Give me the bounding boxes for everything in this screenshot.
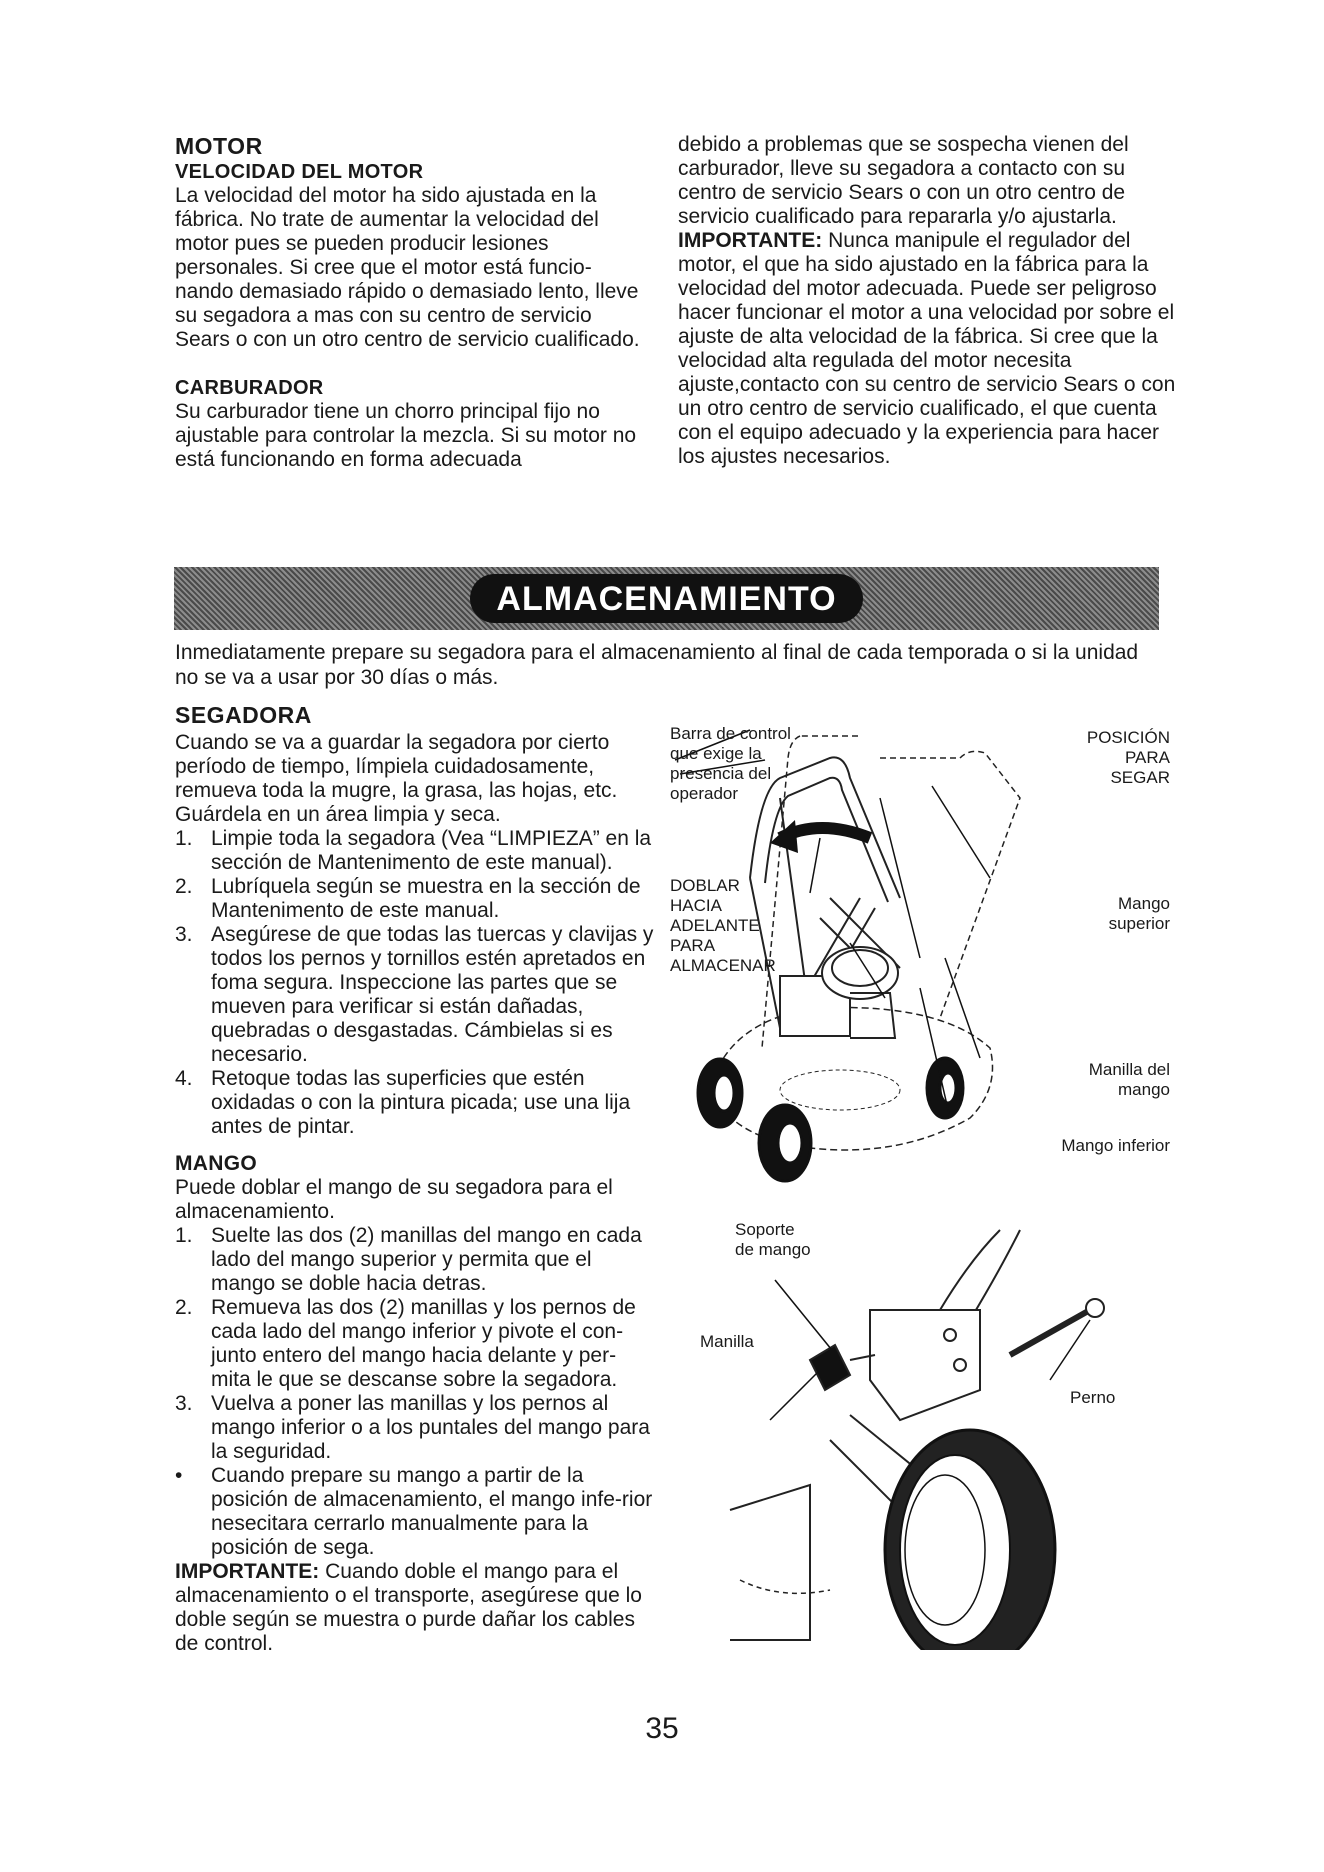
paragraph-mango-important — [175, 1560, 655, 1656]
step-number: 3. — [175, 1392, 193, 1415]
step-number: 1. — [175, 1224, 193, 1247]
figure-handle-bracket-detail — [700, 1220, 1150, 1650]
label-line: Soporte — [735, 1220, 795, 1239]
mango-section — [175, 1152, 655, 1656]
storage-banner-title: ALMACENAMIENTO — [470, 574, 862, 623]
paragraph-engine-speed: La velocidad del motor ha sido ajustada en la fábrica. No trate de aumentar la velocidad del motor pues se pueden producir lesiones personales. Si cree que el motor está funcio-nando demasiado rápido o demasiado lento, lleve su segadora a mas con su centro de servicio Sears o con un otro centro de servicio cualificado. — [175, 184, 640, 351]
label-line: POSICIÓN — [1086, 728, 1170, 747]
list-item — [175, 923, 655, 1067]
step-text: Remueva las dos (2) manillas y los pernos de cada lado del mango inferior y pivote el con-junto entero del mango hacia delante y per-mita le que se descanse sobre la segadora. — [211, 1296, 636, 1391]
motor-left-column — [175, 133, 645, 472]
step-number: 2. — [175, 875, 193, 898]
paragraph-important-governor — [678, 229, 1178, 469]
wheel-front-left — [698, 1059, 742, 1127]
label-line: PARA — [670, 936, 716, 955]
label-line: mango — [1118, 1080, 1170, 1099]
paragraph-mango: Puede doblar el mango de su segadora para el almacenamiento. — [175, 1176, 613, 1223]
label-line: HACIA — [670, 896, 722, 915]
list-item — [175, 1296, 655, 1392]
step-number: 1. — [175, 827, 193, 850]
label-line: DOBLAR — [670, 876, 740, 895]
step-text: Lubríquela según se muestra en la sección de Mantenimento de este manual. — [211, 875, 641, 922]
heading-engine-speed: VELOCIDAD DEL MOTOR — [175, 161, 424, 183]
storage-banner — [174, 567, 1159, 630]
label-bolt: Perno — [1070, 1388, 1116, 1407]
mango-steps-list — [175, 1224, 655, 1560]
list-item — [175, 1067, 655, 1139]
step-text: Suelte las dos (2) manillas del mango en cada lado del mango superior y permita que el mango se doble hacia detras. — [211, 1224, 642, 1295]
step-number: 2. — [175, 1296, 193, 1319]
step-text: Vuelva a poner las manillas y los pernos al mango inferior o a los puntales del mango para la seguridad. — [211, 1392, 650, 1463]
label-fold-forward — [670, 876, 776, 976]
list-item — [175, 827, 655, 875]
step-text: Limpie toda la segadora (Vea “LIMPIEZA” en la sección de Mantenimento de este manual). — [211, 827, 652, 874]
label-line: que exige la — [670, 744, 762, 763]
heading-mango: MANGO — [175, 1152, 257, 1175]
label-line: PARA — [1124, 748, 1170, 767]
step-text: Asegúrese de que todas las tuercas y clavijas y todos los pernos y tornillos estén apretados en foma segura. Inspeccione las partes que se mueven para verificar si están dañadas, quebradas o desgastadas. Cámbielas si es necesario. — [211, 923, 654, 1066]
step-bullet: • — [175, 1464, 183, 1487]
list-item — [175, 1224, 655, 1296]
paragraph-carburetor-continued: debido a problemas que se sospecha vienen del carburador, lleve su segadora a contacto con su centro de servicio Sears o con un otro centro de servicio cualificado para repararla y/o ajustarla. — [678, 133, 1129, 228]
motor-right-column — [678, 133, 1178, 469]
label-handle-knob — [1089, 1060, 1170, 1100]
important-text: Cuando doble el mango para el almacenamiento o el transporte, asegúrese que lo doble según se muestra o purde dañar los cables de control. — [175, 1560, 642, 1655]
bracket-illustration — [700, 1220, 1150, 1650]
important-label: IMPORTANTE: — [678, 229, 823, 252]
label-knob: Manilla — [700, 1332, 754, 1351]
label-line: operador — [670, 784, 739, 803]
list-item — [175, 1464, 655, 1560]
label-line: ALMACENAR — [670, 956, 776, 975]
label-line: superior — [1108, 914, 1170, 933]
label-line: Mango — [1118, 894, 1170, 913]
step-text: Cuando prepare su mango a partir de la posición de almacenamiento, el mango infe-rior nesecitara cerrarlo manualmente para la posición de sega. — [211, 1464, 653, 1559]
page-number: 35 — [645, 1712, 679, 1745]
list-item — [175, 875, 655, 923]
label-mowing-position — [1087, 728, 1170, 788]
segadora-steps-list — [175, 827, 655, 1139]
important-text: Nunca manipule el regulador del motor, el que ha sido ajustado en la fábrica para la velocidad del motor adecuada. Puede ser peligroso hacer funcionar el motor a una velocidad por sobre el ajuste de alta velocidad de la fábrica. Si cree que la velocidad alta regulada del motor necesita ajuste,contacto con su centro de servicio Sears o con un otro centro de servicio cualificado, el que cuenta con el equipo adecuado y la experiencia para hacer los ajustes necesarios. — [678, 229, 1176, 468]
label-control-bar — [670, 724, 791, 804]
label-line: Manilla del — [1088, 1060, 1170, 1079]
list-item — [175, 1392, 655, 1464]
paragraph-carburetor: Su carburador tiene un chorro principal fijo no ajustable para controlar la mezcla. Si su motor no está funcionando en forma adecuada — [175, 400, 637, 471]
step-number: 3. — [175, 923, 193, 946]
figure-mower-fold-handle — [670, 718, 1170, 1188]
storage-intro: Inmediatamente prepare su segadora para el almacenamiento al final de cada temporada o si la unidad no se va a usar por 30 días o más. — [175, 641, 1139, 689]
section-title-motor: MOTOR — [175, 133, 263, 159]
label-lower-handle: Mango inferior — [1061, 1136, 1170, 1155]
wheel-detail — [885, 1430, 1055, 1650]
label-line: presencia del — [670, 764, 772, 783]
important-label: IMPORTANTE: — [175, 1560, 320, 1583]
step-number: 4. — [175, 1067, 193, 1090]
label-line: Barra de control — [670, 724, 791, 743]
label-line: de mango — [735, 1240, 811, 1259]
label-line: ADELANTE — [670, 916, 760, 935]
paragraph-segadora: Cuando se va a guardar la segadora por cierto período de tiempo, límpiela cuidadosamente, remueva toda la mugre, la grasa, las hojas, etc. Guárdela en un área limpia y seca. — [175, 731, 618, 826]
label-upper-handle — [1109, 894, 1170, 934]
heading-carburetor: CARBURADOR — [175, 377, 324, 399]
label-line: SEGAR — [1110, 768, 1170, 787]
label-handle-bracket — [735, 1220, 811, 1260]
heading-segadora: SEGADORA — [175, 702, 312, 728]
step-text: Retoque todas las superficies que estén oxidadas o con la pintura picada; use una lija antes de pintar. — [211, 1067, 631, 1138]
segadora-section — [175, 702, 655, 1139]
